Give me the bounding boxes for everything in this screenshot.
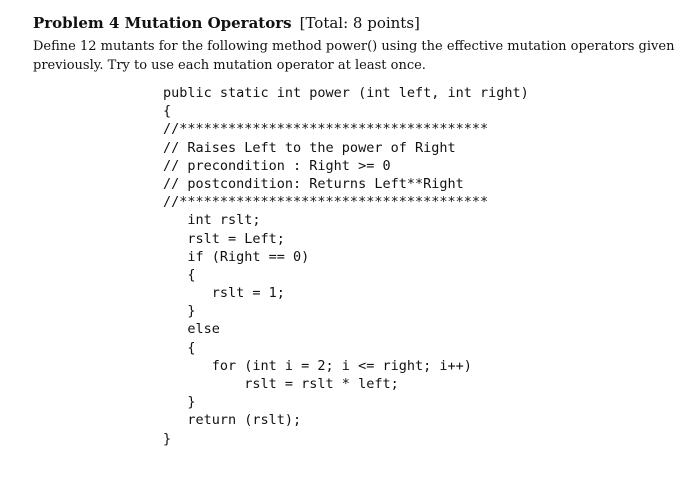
code-line: public static int power (int left, int right) xyxy=(163,85,529,101)
code-line: } xyxy=(163,430,172,447)
code-line: //************************************** xyxy=(163,121,489,138)
instruction-line: Define 12 mutants for the following method power() using the effective mutation operators given xyxy=(33,39,675,54)
code-line: // postcondition: Returns Left**Right xyxy=(163,175,464,192)
instruction-line: previously. Try to use each mutation operator at least once. xyxy=(33,58,426,73)
code-line: return (rslt); xyxy=(163,412,302,429)
code-line: for (int i = 2; i <= right; i++) xyxy=(163,357,472,374)
code-line: { xyxy=(163,266,196,283)
problem-instructions xyxy=(33,37,675,75)
problem-points: [Total: 8 points] xyxy=(299,14,420,32)
problem-heading xyxy=(33,14,420,32)
code-line: rslt = rslt * left; xyxy=(163,376,399,392)
problem-title: Problem 4 Mutation Operators xyxy=(33,14,292,32)
code-line: rslt = Left; xyxy=(163,230,285,247)
code-line: rslt = 1; xyxy=(163,285,285,302)
code-line: //************************************** xyxy=(163,194,489,211)
code-line: } xyxy=(163,394,196,411)
code-line: } xyxy=(163,303,196,320)
code-line: // Raises Left to the power of Right xyxy=(163,139,456,156)
code-line: else xyxy=(163,321,220,338)
code-line: // precondition : Right >= 0 xyxy=(163,157,391,174)
code-block xyxy=(163,84,529,448)
code-line: { xyxy=(163,103,172,120)
code-line: int rslt; xyxy=(163,212,261,229)
code-line: { xyxy=(163,339,196,356)
code-line: if (Right == 0) xyxy=(163,248,310,265)
